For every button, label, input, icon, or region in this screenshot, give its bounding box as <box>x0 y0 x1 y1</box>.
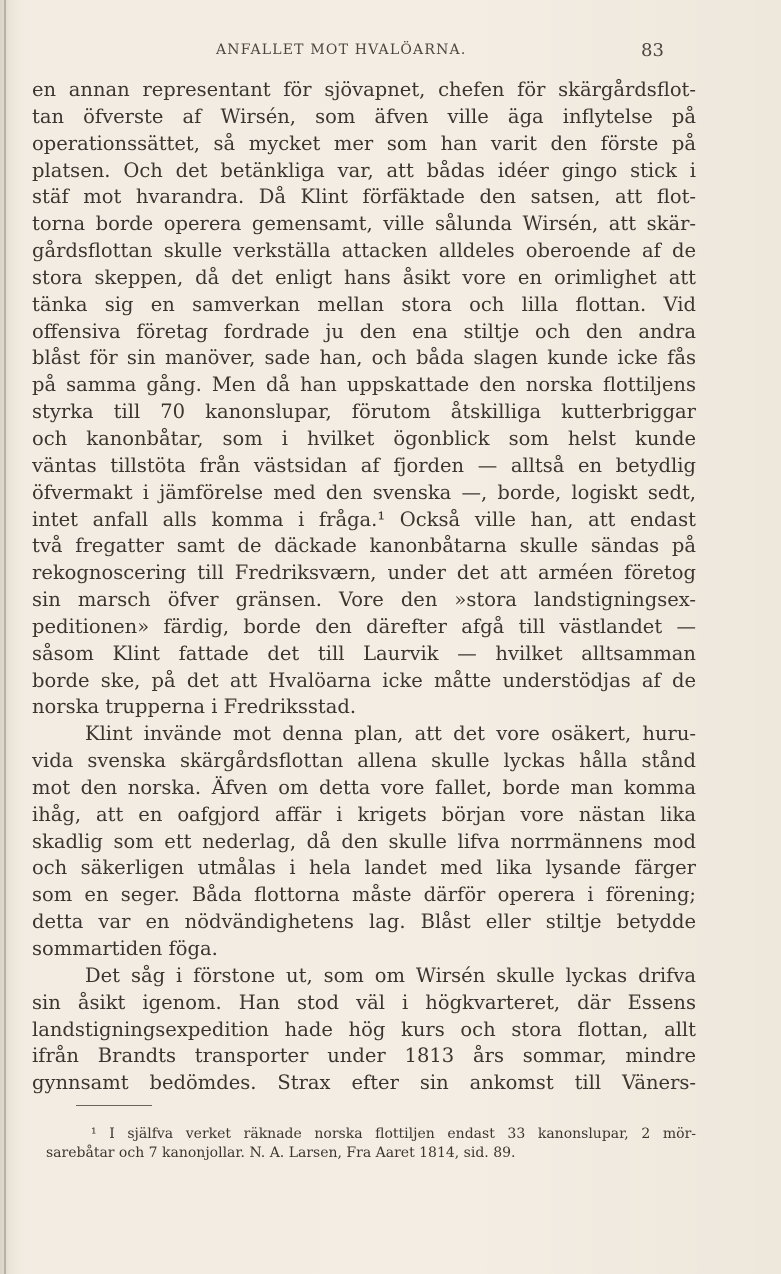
text-line: stäf mot hvarandra. Då Klint förfäktade den satsen, att flot- <box>32 185 696 209</box>
text-line: peditionen» färdig, borde den därefter afgå till västlandet — <box>32 614 696 638</box>
text-line: torna borde operera gemensamt, ville sålunda Wirsén, att skär- <box>32 212 696 236</box>
text-line: och kanonbåtar, som i hvilket ögonblick som helst kunde <box>32 426 696 450</box>
text-line: ifrån Brandts transporter under 1813 års sommar, mindre <box>32 1044 696 1068</box>
text-line: rekognoscering till Fredriksværn, under det att arméen företog <box>32 561 696 585</box>
text-line: sin marsch öfver gränsen. Vore den »stora landstigningsex- <box>32 588 696 612</box>
footnote-line: ¹ I själfva verket räknade norska flottiljen endast 33 kanonslupar, 2 mör- <box>91 1126 696 1142</box>
text-line: gårdsflottan skulle verkställa attacken alldeles oberoende af de <box>32 239 696 263</box>
text-line: väntas tillstöta från västsidan af fjorden — alltså en betydlig <box>32 453 696 477</box>
text-line: skadlig som ett nederlag, då den skulle lifva norrmännens mod <box>32 829 696 853</box>
body-text <box>32 77 696 1097</box>
text-line: sin åsikt igenom. Han stod väl i högkvarteret, där Essens <box>32 990 696 1014</box>
text-line: tänka sig en samverkan mellan stora och lilla flottan. Vid <box>32 292 696 316</box>
text-line: norska trupperna i Fredriksstad. <box>32 695 357 719</box>
text-line: på samma gång. Men då han uppskattade den norska flottiljens <box>32 373 696 397</box>
text-line: borde ske, på det att Hvalöarna icke måtte understödjas af de <box>32 668 696 692</box>
running-head <box>0 40 781 64</box>
text-line: gynnsamt bedömdes. Strax efter sin ankomst till Väners- <box>32 1071 696 1095</box>
text-line: styrka till 70 kanonslupar, förutom åtskilliga kutterbriggar <box>32 400 696 424</box>
binding-edge <box>4 0 6 1274</box>
text-line: och säkerligen utmålas i hela landet med lika lysande färger <box>32 856 696 880</box>
page-number: 83 <box>641 40 664 61</box>
text-line: landstigningsexpedition hade hög kurs och stora flottan, allt <box>32 1017 696 1041</box>
text-line: detta var en nödvändighetens lag. Blåst eller stiltje betydde <box>32 910 696 934</box>
text-line: vida svenska skärgårdsflottan allena skulle lyckas hålla stånd <box>32 749 696 773</box>
text-line: sommartiden föga. <box>32 937 218 960</box>
text-line: mot den norska. Äfven om detta vore fallet, borde man komma <box>32 775 696 799</box>
text-line: offensiva företag fordrade ju den ena stiltje och den andra <box>32 319 696 343</box>
text-line: blåst för sin manöver, sade han, och båda slagen kunde icke fås <box>32 346 696 370</box>
text-line: ihåg, att en oafgjord affär i krigets början vore nästan lika <box>32 802 696 826</box>
text-line: en annan representant för sjövapnet, chefen för skärgårdsflot- <box>32 78 696 101</box>
text-line: Klint invände mot denna plan, att det vore osäkert, huru- <box>85 722 696 746</box>
text-line: intet anfall alls komma i fråga.¹ Också ville han, att endast <box>32 507 696 531</box>
text-line: operationssättet, så mycket mer som han varit den förste på <box>32 131 696 155</box>
running-title: ANFALLET MOT HVALÖARNA. <box>216 42 467 58</box>
footnotes <box>46 1125 696 1163</box>
text-line: som en seger. Båda flottorna måste därför operera i förening; <box>32 883 696 907</box>
footnote-rule <box>76 1105 152 1106</box>
text-line: öfvermakt i jämförelse med den svenska —, borde, logiskt sedt, <box>32 480 696 504</box>
text-line: såsom Klint fattade det till Laurvik — hvilket alltsamman <box>32 641 696 665</box>
text-line: tan öfverste af Wirsén, som äfven ville äga inflytelse på <box>32 104 696 128</box>
text-line: Det såg i förstone ut, som om Wirsén skulle lyckas drifva <box>85 963 696 987</box>
text-line: två fregatter samt de däckade kanonbåtarna skulle sändas på <box>32 534 696 558</box>
text-line: platsen. Och det betänkliga var, att bådas idéer gingo stick i <box>32 158 696 182</box>
text-line: stora skeppen, då det enligt hans åsikt vore en orimlighet att <box>32 265 696 289</box>
footnote-line: sarebåtar och 7 kanonjollar. N. A. Larsen, Fra Aaret 1814, sid. 89. <box>46 1145 516 1161</box>
